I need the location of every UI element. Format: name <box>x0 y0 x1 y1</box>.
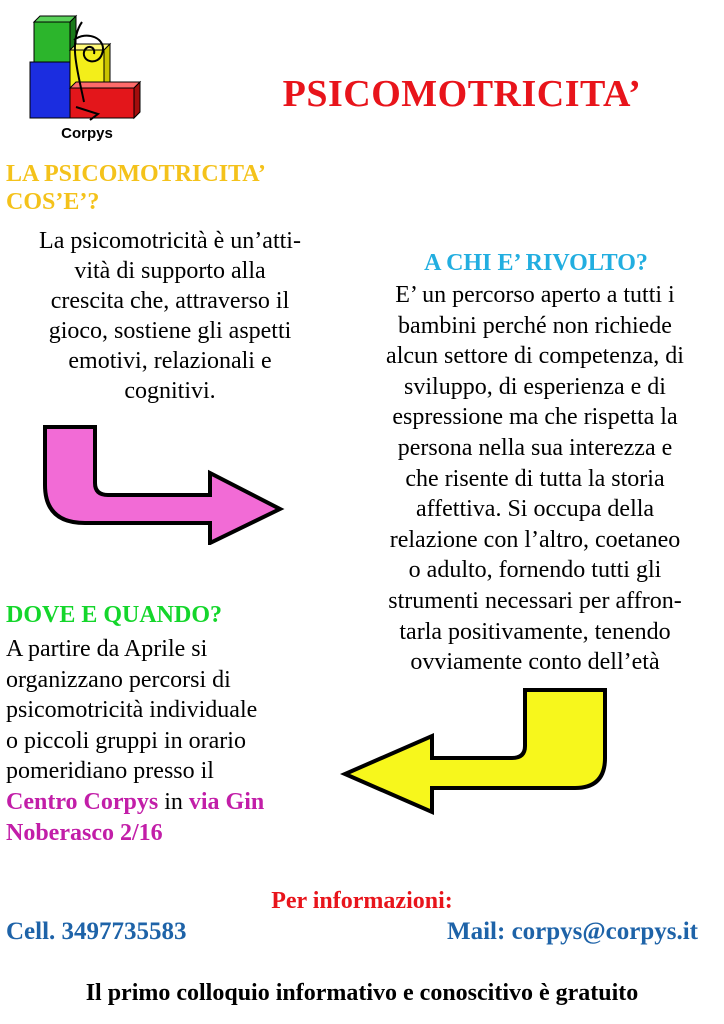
page-title: PSICOMOTRICITA’ <box>282 73 642 115</box>
footer-note: Il primo colloquio informativo e conoscitivo è gratuito <box>85 980 639 1006</box>
text-line: A partire da Aprile si <box>6 636 208 662</box>
text-line: cognitivi. <box>124 378 216 404</box>
text-line: bambini perché non richiede <box>398 312 672 339</box>
section-what-heading-line1: LA PSICOMOTRICITA’ <box>6 161 266 187</box>
text-line: che risente di tutta la storia <box>405 465 665 492</box>
address-part1: via Gin <box>188 788 265 815</box>
text-line: gioco, sostiene gli aspetti <box>48 318 292 344</box>
text-line: o adulto, fornendo tutti gli <box>408 557 662 584</box>
text-line: o piccoli gruppi in orario <box>6 727 246 754</box>
text-line: persona nella sua interezza e <box>397 434 673 461</box>
section-what-heading-line2: COS’E’? <box>6 189 100 215</box>
curved-arrow-pink-icon <box>40 425 285 545</box>
contacts-title: Per informazioni: <box>271 888 453 914</box>
text-line: La psicomotricità è un’atti- <box>39 228 301 254</box>
text-line: alcun settore di competenza, di <box>386 343 684 370</box>
email-address: Mail: corpys@corpys.it <box>447 918 698 945</box>
text-line: ovviamente conto dell’età <box>410 649 660 676</box>
curved-arrow-yellow-icon <box>340 688 610 818</box>
text-line: vità di supporto alla <box>74 258 266 284</box>
logo-text: Corpys <box>61 125 113 142</box>
text-line: psicomotricità individuale <box>6 697 258 724</box>
text-line-address <box>6 787 346 818</box>
section-what-heading <box>6 160 346 216</box>
text-line: espressione ma che rispetta la <box>392 404 678 431</box>
section-who-text <box>350 280 720 678</box>
address-part2: Noberasco 2/16 <box>6 819 163 846</box>
text-line: affettiva. Si occupa della <box>415 496 655 523</box>
text-line: pomeridiano presso il <box>6 758 214 785</box>
text-line: E’ un percorso aperto a tutti i <box>395 282 675 308</box>
phone-number: Cell. 3497735583 <box>6 918 187 945</box>
place-connector: in <box>158 788 189 815</box>
text-line: strumenti necessari per affron- <box>388 587 682 614</box>
text-line: organizzano percorsi di <box>6 666 231 693</box>
text-line: sviluppo, di esperienza e di <box>404 373 666 400</box>
section-where-heading: DOVE E QUANDO? <box>6 602 223 628</box>
text-line: emotivi, relazionali e <box>68 348 272 374</box>
text-line: crescita che, attraverso il <box>50 288 290 314</box>
text-line: tarla positivamente, tenendo <box>399 618 671 645</box>
place-name: Centro Corpys <box>6 788 159 815</box>
section-where-text <box>6 634 346 848</box>
section-who-heading: A CHI E’ RIVOLTO? <box>424 250 648 276</box>
section-what-text <box>4 226 336 406</box>
text-line: relazione con l’altro, coetaneo <box>389 526 681 553</box>
